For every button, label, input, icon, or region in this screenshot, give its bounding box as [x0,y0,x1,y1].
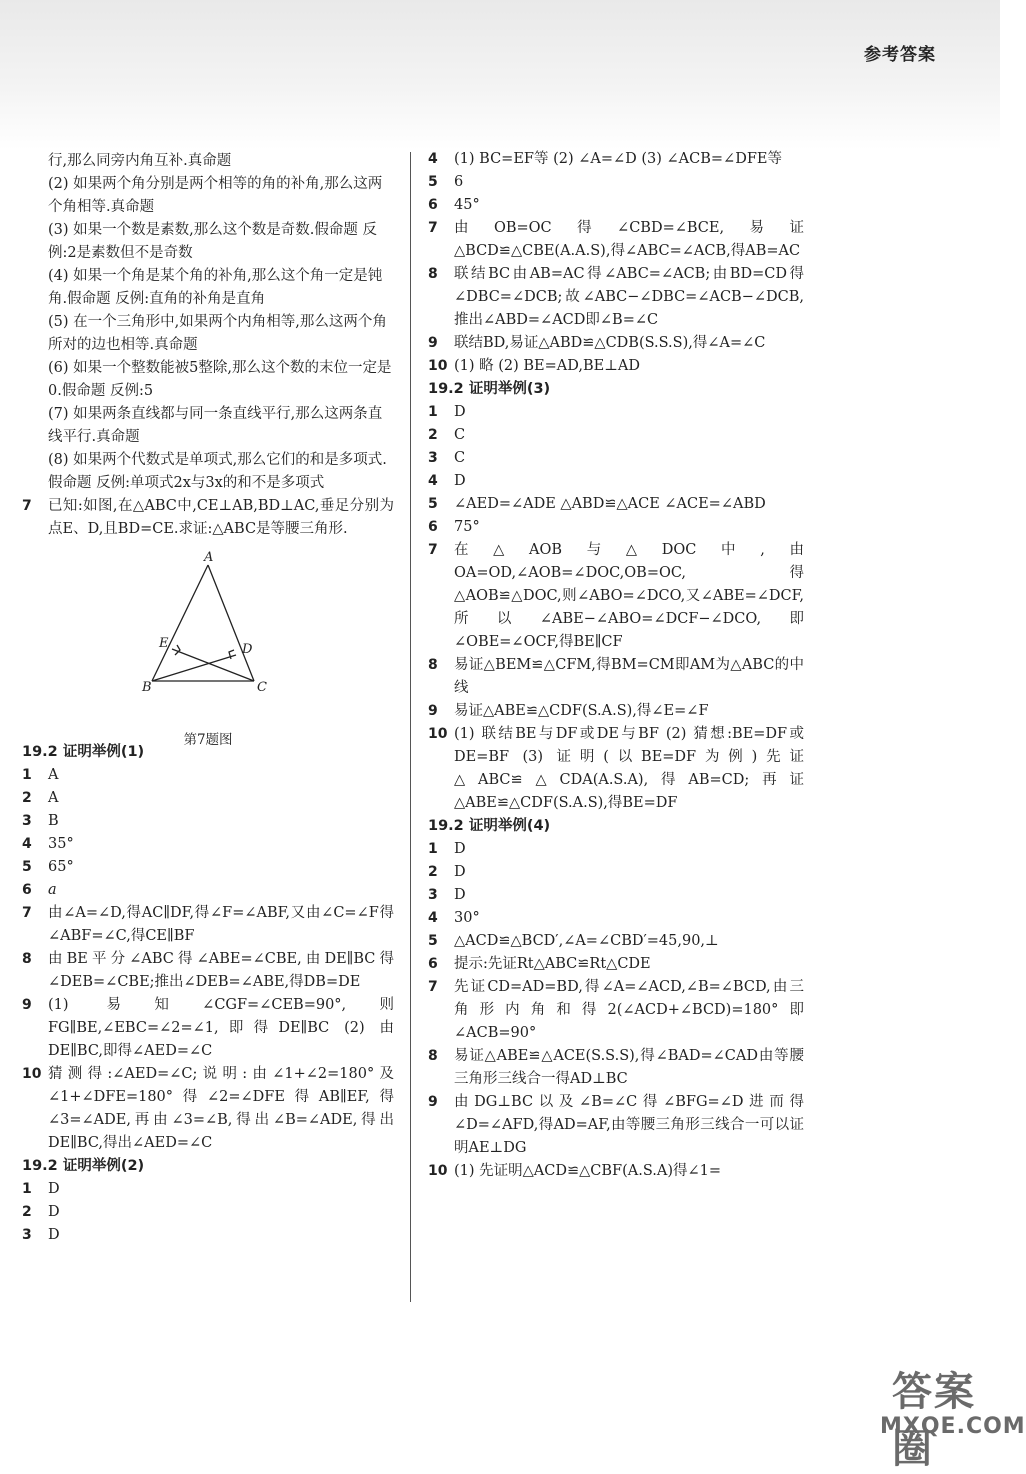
item-number: 1 [22,1181,32,1197]
answer-item [428,263,804,332]
label-e: E [159,636,169,651]
item-number: 5 [428,174,438,190]
section-1-items [22,764,394,1155]
header-band [0,0,1000,150]
answer-item [428,470,804,493]
item-number: 4 [428,473,438,489]
intro-line: (2) 如果两个角分别是两个相等的角的补角,那么这两个角相等.真命题 [48,176,383,215]
item-number: 9 [428,1094,438,1110]
item-text: 易证△ABE≌△ACE(S.S.S),得∠BAD=∠CAD由等腰三角形三线合一得AD⊥BC [454,1048,804,1087]
item-number: 2 [428,864,438,880]
answer-item [428,930,804,953]
right-angle-mark-d [229,650,234,659]
item-text: 35° [48,836,74,852]
item-text: 已知:如图,在△ABC中,CE⊥AB,BD⊥AC,垂足分别为点E、D,且BD=CE.求证:△ABC是等腰三角形. [48,498,394,537]
answer-item [428,447,804,470]
answer-item [428,884,804,907]
column-divider [410,152,411,1302]
answer-item [428,654,804,700]
item-text: (1) BC=EF等 (2) ∠A=∠D (3) ∠ACB=∠DFE等 [454,151,782,167]
question-7 [22,495,394,541]
answer-item [22,787,394,810]
intro-line: (3) 如果一个数是素数,那么这个数是奇数.假命题 反例:2是素数但不是奇数 [48,222,377,261]
answer-item [428,516,804,539]
answer-item [428,194,804,217]
section-2-continued [428,148,804,378]
item-text: 30° [454,910,480,926]
item-text: (1) 联结BE与DF或DE与BF (2) 猜想:BE=DF或DE=BF (3) 证明(以BE=DF为例)先证△ABC≌△CDA(A.S.A),得AB=CD;再证△ABE≌△CDF(S.A.S),得BE=DF [454,726,804,811]
label-a: A [204,550,214,565]
item-text: 提示:先证Rt△ABC≌Rt△CDE [454,956,651,972]
item-number: 1 [428,404,438,420]
item-text: D [48,1204,60,1220]
item-number: 5 [428,496,438,512]
item-number: 7 [428,220,438,236]
answer-item [22,994,394,1063]
answer-item [428,1160,804,1183]
label-c: C [257,680,267,695]
page-title: 参考答案 [864,45,936,65]
item-text: 先证CD=AD=BD,得∠A=∠ACD,∠B=∠BCD,由三角形内角和得2(∠ACD+∠BCD)=180°即∠ACB=90° [454,979,804,1041]
right-column [428,148,804,1183]
item-text: 由DG⊥BC以及∠B=∠C得∠BFG=∠D进而得∠D=∠AFD,得AD=AF,由等腰三角形三线合一可以证明AE⊥DG [454,1094,804,1156]
item-number: 7 [428,542,438,558]
intro-line: (5) 在一个三角形中,如果两个内角相等,那么这两个角所对的边也相等.真命题 [48,314,387,353]
item-number: 2 [22,1204,32,1220]
answer-item [22,879,394,902]
item-text: 猜测得:∠AED=∠C;说明:由∠1+∠2=180°及∠1+∠DFE=180°得∠2=∠DFE得AB∥EF,得∠3=∠ADE,再由∠3=∠B,得出∠B=∠ADE,得出DE∥BC,得出∠AED=∠C [48,1066,394,1151]
label-d: D [242,642,253,657]
item-text: D [454,841,466,857]
item-number: 7 [22,498,32,514]
item-number: 9 [428,703,438,719]
item-number: 6 [22,882,32,898]
item-number: 4 [22,836,32,852]
item-text: A [48,790,59,806]
item-text: D [48,1227,60,1243]
answer-item [428,171,804,194]
item-number: 8 [428,1048,438,1064]
section-4-items [428,838,804,1183]
answer-item [428,723,804,815]
section-title: 19.2 证明举例(1) [22,744,145,760]
item-number: 4 [428,910,438,926]
answer-item [22,856,394,879]
item-text: 45° [454,197,480,213]
intro-block [22,150,394,495]
answer-item [428,953,804,976]
answer-item [428,907,804,930]
item-number: 1 [22,767,32,783]
item-text: 在△AOB与△DOC中,由OA=OD,∠AOB=∠DOC,OB=OC,得△AOB≌△DOC,则∠ABO=∠DCO,又∠ABE=∠DCF,所以∠ABE−∠ABO=∠DCF−∠DCO,即∠OBE=∠OCF,得BE∥CF [454,542,804,650]
item-text: △ACD≌△BCD′,∠A=∠CBD′=45,90,⊥ [454,933,719,949]
section-title: 19.2 证明举例(3) [428,381,551,397]
answer-item [428,838,804,861]
item-text: D [454,473,466,489]
item-number: 4 [428,151,438,167]
answer-item [428,493,804,516]
answer-item [22,833,394,856]
answer-item [22,1224,394,1247]
item-text: D [454,404,466,420]
item-number: 9 [22,997,32,1013]
item-number: 3 [22,1227,32,1243]
answer-item [22,1063,394,1155]
section-title: 19.2 证明举例(4) [428,818,551,834]
side-ac [208,565,254,681]
item-number: 10 [428,1163,448,1179]
item-number: 5 [428,933,438,949]
item-number: 10 [428,726,448,742]
item-text: D [454,887,466,903]
item-number: 2 [22,790,32,806]
item-number: 7 [428,979,438,995]
item-number: 10 [428,358,448,374]
answer-item [22,948,394,994]
section-3-items [428,401,804,815]
figure-7 [22,541,394,748]
answer-item [428,217,804,263]
answer-item [428,700,804,723]
answer-item [22,902,394,948]
answer-item [428,401,804,424]
item-number: 3 [22,813,32,829]
item-text: 由OB=OC得∠CBD=∠BCE,易证△BCD≌△CBE(A.A.S),得∠ABC=∠ACB,得AB=AC [454,220,804,259]
answer-item [428,355,804,378]
answer-item [428,148,804,171]
item-text: 65° [48,859,74,875]
item-text: 由BE平分∠ABC得∠ABE=∠CBE,由DE∥BC得∠DEB=∠CBE;推出∠DEB=∠ABE,得DB=DE [48,951,394,990]
answer-item [428,1045,804,1091]
item-text: 由∠A=∠D,得AC∥DF,得∠F=∠ABF,又由∠C=∠F得∠ABF=∠C,得CE∥BF [48,905,394,944]
item-text: 易证△ABE≌△CDF(S.A.S),得∠E=∠F [454,703,709,719]
item-text: (1) 略 (2) BE=AD,BE⊥AD [454,358,640,374]
side-ab [152,565,208,681]
watermark-logo: 答案圈 [892,1369,976,1472]
section-2-items [22,1178,394,1247]
item-text: C [454,427,466,443]
triangle-diagram [22,541,394,721]
item-text: D [48,1181,60,1197]
answer-item [22,1178,394,1201]
item-text: D [454,864,466,880]
answer-item [428,976,804,1045]
item-text: 联结BC由AB=AC得∠ABC=∠ACB;由BD=CD得∠DBC=∠DCB;故∠ABC−∠DBC=∠ACB−∠DCB,推出∠ABD=∠ACD即∠B=∠C [454,266,804,328]
intro-line: (4) 如果一个角是某个角的补角,那么这个角一定是钝角.假命题 反例:直角的补角是直角 [48,268,383,307]
intro-line: (8) 如果两个代数式是单项式,那么它们的和是多项式.假命题 反例:单项式2x与3x的和不是多项式 [48,452,387,491]
item-text: 75° [454,519,480,535]
answer-item [22,810,394,833]
item-text: a [48,882,57,898]
item-number: 9 [428,335,438,351]
item-number: 6 [428,519,438,535]
item-text: B [48,813,59,829]
item-text: (1) 先证明△ACD≌△CBF(A.S.A)得∠1= [454,1163,722,1179]
watermark [880,1330,1026,1472]
item-text: (1) 易知∠CGF=∠CEB=90°,则FG∥BE,∠EBC=∠2=∠1,即得DE∥BC (2) 由DE∥BC,即得∠AED=∠C [48,997,394,1059]
item-number: 3 [428,450,438,466]
item-number: 8 [22,951,32,967]
intro-line: (6) 如果一个整数能被5整除,那么这个数的末位一定是0.假命题 反例:5 [48,360,392,399]
label-b: B [142,680,152,695]
segment-bd [152,655,236,681]
item-number: 3 [428,887,438,903]
section-title: 19.2 证明举例(2) [22,1158,145,1174]
item-text: C [454,450,466,466]
item-number: 7 [22,905,32,921]
item-number: 2 [428,427,438,443]
item-number: 8 [428,657,438,673]
item-text: A [48,767,59,783]
answer-item [428,1091,804,1160]
intro-line: 行,那么同旁内角互补.真命题 [48,153,232,169]
figure-caption: 第7题图 [183,732,233,748]
item-text: ∠AED=∠ADE △ABD≌△ACE ∠ACE=∠ABD [454,496,766,512]
item-number: 8 [428,266,438,282]
answer-item [428,332,804,355]
answer-item [428,861,804,884]
item-text: 易证△BEM≌△CFM,得BM=CM即AM为△ABC的中线 [454,657,804,696]
item-text: 6 [454,174,464,190]
watermark-url: MXQE.COM [880,1414,1026,1439]
item-number: 6 [428,956,438,972]
answer-item [428,424,804,447]
item-number: 10 [22,1066,42,1082]
answer-item [428,539,804,654]
answer-item [22,1201,394,1224]
item-number: 1 [428,841,438,857]
answer-item [22,764,394,787]
item-number: 5 [22,859,32,875]
intro-line: (7) 如果两条直线都与同一条直线平行,那么这两条直线平行.真命题 [48,406,383,445]
item-number: 6 [428,197,438,213]
left-column [22,150,394,1247]
item-text: 联结BD,易证△ABD≌△CDB(S.S.S),得∠A=∠C [454,335,766,351]
